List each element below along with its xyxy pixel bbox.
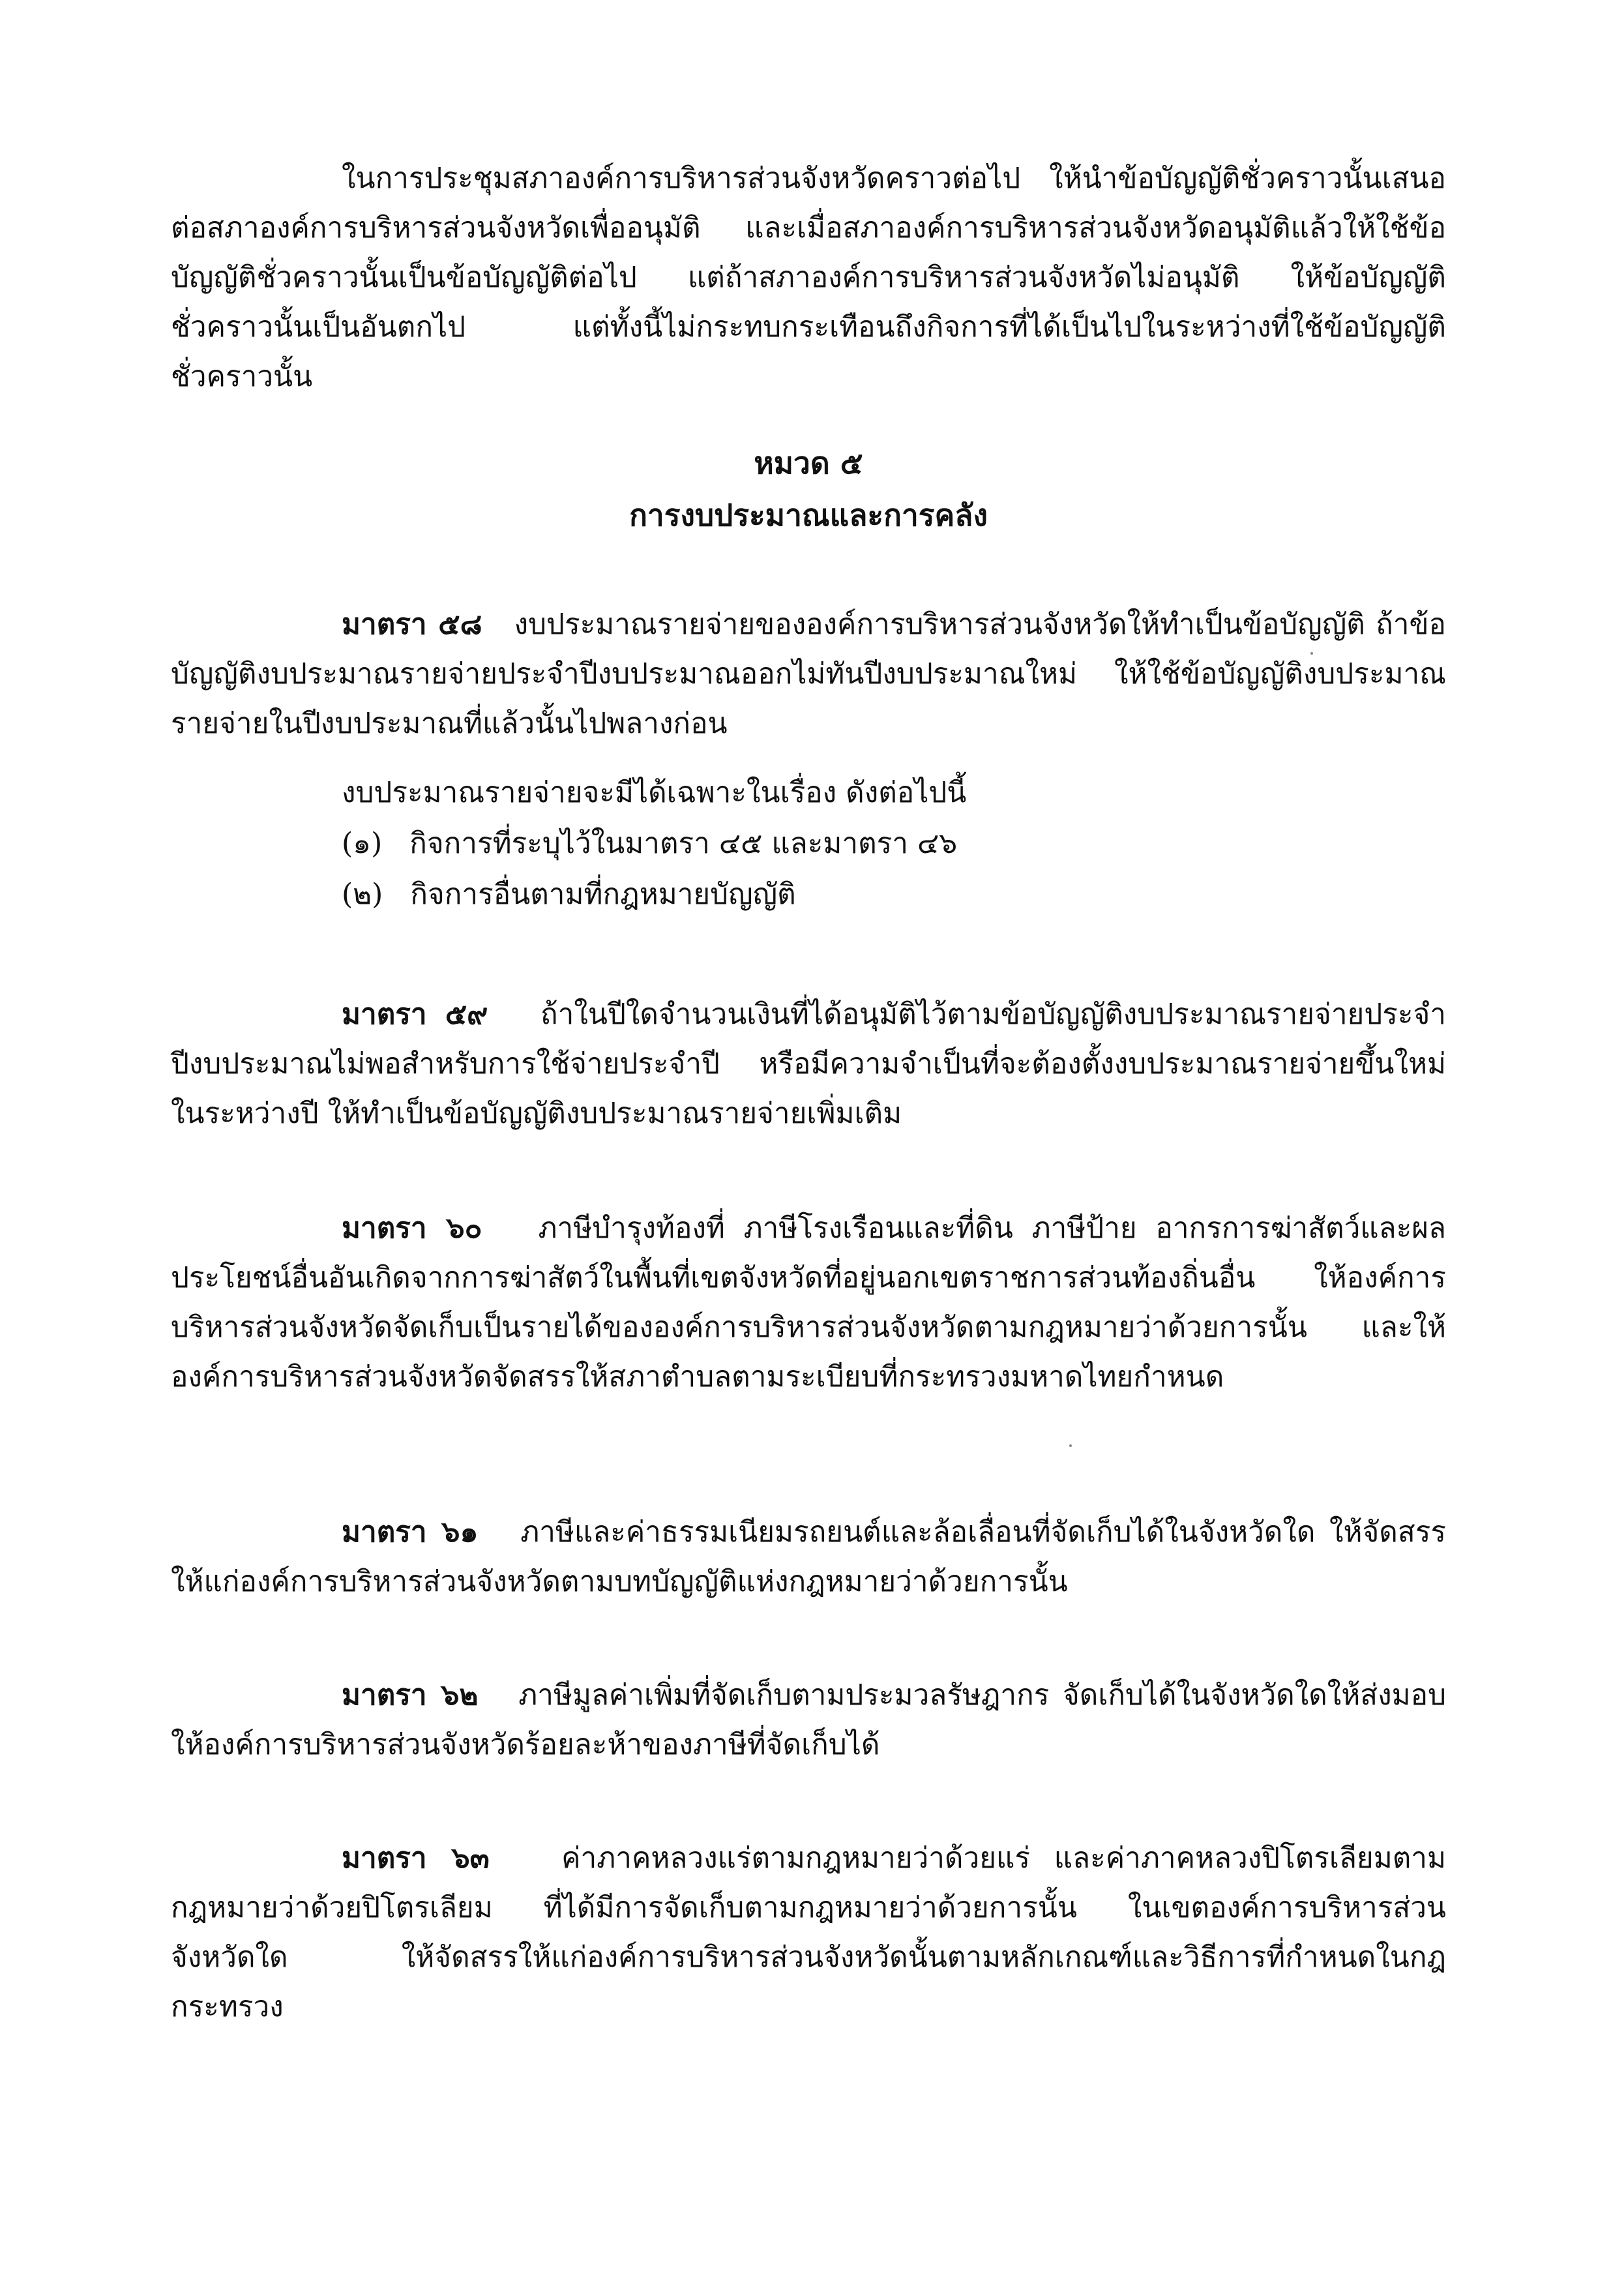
section-label: มาตรา ๖๒ [342,1678,479,1712]
intro-paragraph: ในการประชุมสภาองค์การบริหารส่วนจังหวัดคราวต่อไป ให้นำข้อบัญญัติชั่วคราวนั้นเสนอต่อสภาองค์การบริหารส่วนจังหวัดเพื่ออนุมัติ และเมื่อสภาองค์การบริหารส่วนจังหวัดอนุมัติแล้วให้ใช้ข้อบัญญัติชั่วคราวนั้นเป็นข้อบัญญัติต่อไป แต่ถ้าสภาองค์การบริหารส่วนจังหวัดไม่อนุมัติ ให้ข้อบัญญัติชั่วคราวนั้นเป็นอันตกไป แต่ทั้งนี้ไม่กระทบกระเทือนถึงกิจการที่ได้เป็นไปในระหว่างที่ใช้ข้อบัญญัติชั่วคราวนั้น [171,162,1446,393]
section-label: มาตรา ๕๘ [342,608,482,641]
list-item-number: (๒) [342,878,383,911]
list-item-text: กิจการอื่นตามที่กฎหมายบัญญัติ [410,878,796,911]
chapter-number: หมวด ๕ [754,445,863,481]
section-text: งบประมาณรายจ่ายขององค์การบริหารส่วนจังหวัดให้ทำเป็นข้อบัญญัติ ถ้าข้อบัญญัติงบประมาณรายจ่ายประจำปีงบประมาณออกไม่ทันปีงบประมาณใหม่ ให้ใช้ข้อบัญญัติงบประมาณรายจ่ายในปีงบประมาณที่แล้วนั้นไปพลางก่อน [171,608,1446,740]
scan-speck [1069,1444,1072,1447]
list-item [342,819,957,869]
section-60 [171,1204,1446,1402]
list-item-text: กิจการที่ระบุไว้ในมาตรา ๔๕ และมาตรา ๔๖ [409,827,958,860]
section-label: มาตรา ๖๑ [342,1515,479,1549]
section-58-subtext: งบประมาณรายจ่ายจะมีได้เฉพาะในเรื่อง ดังต่อไปนี้ [342,776,967,809]
section-text: ภาษีมูลค่าเพิ่มที่จัดเก็บตามประมวลรัษฎากร จัดเก็บได้ในจังหวัดใดให้ส่งมอบให้องค์การบริหารส่วนจังหวัดร้อยละห้าของภาษีที่จัดเก็บได้ [171,1678,1446,1761]
section-63 [171,1834,1446,2032]
section-62 [171,1671,1446,1770]
list-item-number: (๑) [342,827,383,860]
list-item [342,870,796,919]
section-59 [171,990,1446,1139]
section-text: ค่าภาคหลวงแร่ตามกฎหมายว่าด้วยแร่ และค่าภาคหลวงปิโตรเลียมตามกฎหมายว่าด้วยปิโตรเลียม ที่ได้มีการจัดเก็บตามกฎหมายว่าด้วยการนั้น ในเขตองค์การบริหารส่วนจังหวัดใด ให้จัดสรรให้แก่องค์การบริหารส่วนจังหวัดนั้นตามหลักเกณฑ์และวิธีการที่กำหนดในกฎกระทรวง [171,1841,1446,2023]
section-text: ถ้าในปีใดจำนวนเงินที่ได้อนุมัติไว้ตามข้อบัญญัติงบประมาณรายจ่ายประจำปีงบประมาณไม่พอสำหรับการใช้จ่ายประจำปี หรือมีความจำเป็นที่จะต้องตั้งงบประมาณรายจ่ายขึ้นใหม่ในระหว่างปี ให้ทำเป็นข้อบัญญัติงบประมาณรายจ่ายเพิ่มเติม [171,998,1446,1130]
chapter-title: การงบประมาณและการคลัง [629,498,988,533]
section-label: มาตรา ๖๓ [342,1841,490,1875]
section-label: มาตรา ๕๙ [342,998,488,1031]
section-58 [171,600,1446,749]
section-label: มาตรา ๖๐ [342,1212,482,1245]
section-61 [171,1508,1446,1607]
section-text: ภาษีบำรุงท้องที่ ภาษีโรงเรือนและที่ดิน ภาษีป้าย อากรการฆ่าสัตว์และผลประโยชน์อื่นอันเกิดจากการฆ่าสัตว์ในพื้นที่เขตจังหวัดที่อยู่นอกเขตราชการส่วนท้องถิ่นอื่น ให้องค์การบริหารส่วนจังหวัดจัดเก็บเป็นรายได้ขององค์การบริหารส่วนจังหวัดตามกฎหมายว่าด้วยการนั้น และให้องค์การบริหารส่วนจังหวัดจัดสรรให้สภาตำบลตามระเบียบที่กระทรวงมหาดไทยกำหนด [171,1212,1446,1394]
scan-speck [1310,652,1313,655]
section-text: ภาษีและค่าธรรมเนียมรถยนต์และล้อเลื่อนที่จัดเก็บได้ในจังหวัดใด ให้จัดสรรให้แก่องค์การบริหารส่วนจังหวัดตามบทบัญญัติแห่งกฎหมายว่าด้วยการนั้น [171,1515,1446,1598]
